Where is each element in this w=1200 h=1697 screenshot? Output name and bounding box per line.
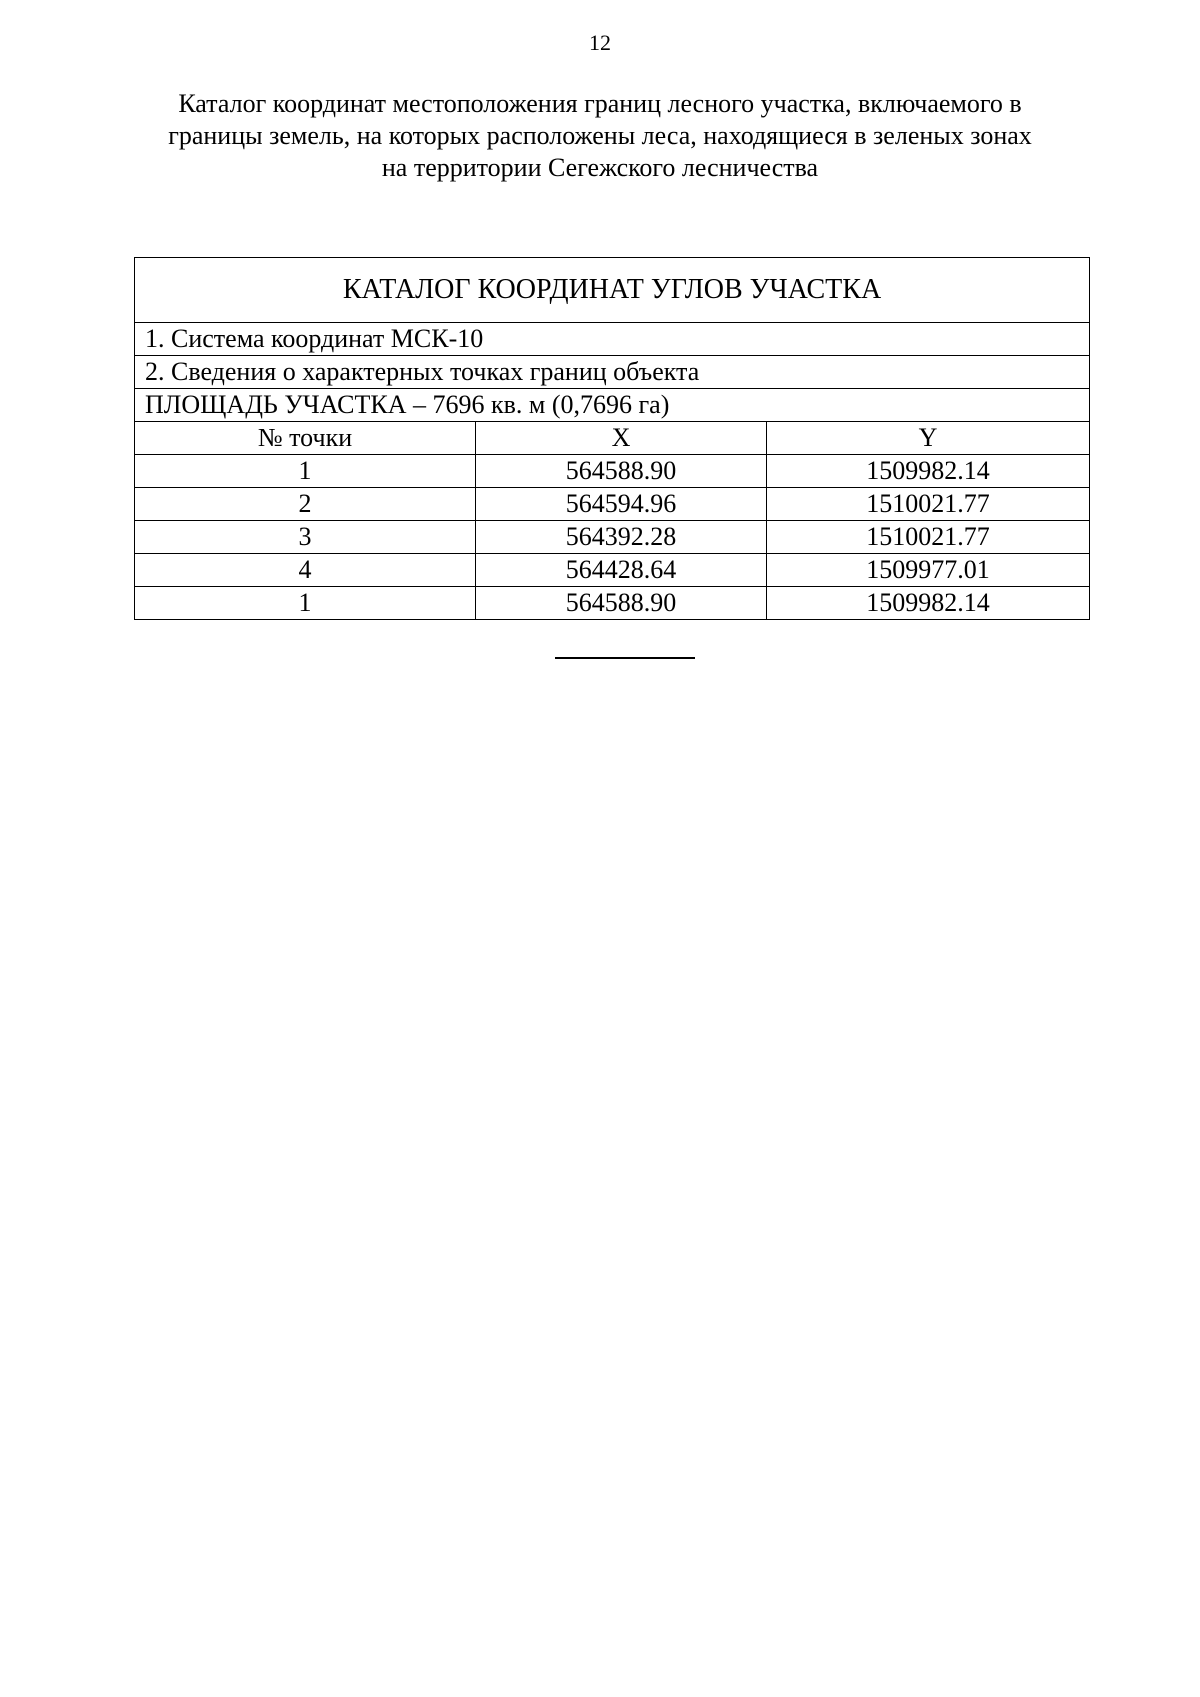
heading-line: на территории Сегежского лесничества xyxy=(381,153,819,182)
column-header-point: № точки xyxy=(135,422,476,455)
point-number: 1 xyxy=(135,587,476,620)
table-row xyxy=(135,587,1090,620)
table-info-row xyxy=(135,356,1090,389)
point-number: 4 xyxy=(135,554,476,587)
y-coordinate: 1509982.14 xyxy=(767,587,1090,620)
y-coordinate: 1509982.14 xyxy=(767,455,1090,488)
table-info-row xyxy=(135,389,1090,422)
points-info: 2. Сведения о характерных точках границ объекта xyxy=(135,356,1090,389)
heading-line: Каталог координат местоположения границ лесного участка, включаемого в xyxy=(178,89,1022,118)
point-number: 1 xyxy=(135,455,476,488)
point-number: 3 xyxy=(135,521,476,554)
x-coordinate: 564594.96 xyxy=(476,488,767,521)
table-row xyxy=(135,488,1090,521)
table-row xyxy=(135,554,1090,587)
column-header-x: X xyxy=(476,422,767,455)
table-title-row xyxy=(135,258,1090,323)
heading-line: границы земель, на которых расположены леса, находящиеся в зеленых зонах xyxy=(168,121,1032,150)
page-number: 12 xyxy=(589,30,611,55)
document-heading xyxy=(140,88,1060,184)
x-coordinate: 564392.28 xyxy=(476,521,767,554)
end-separator-line xyxy=(555,657,695,659)
table-row xyxy=(135,455,1090,488)
table-header-row xyxy=(135,422,1090,455)
y-coordinate: 1509977.01 xyxy=(767,554,1090,587)
x-coordinate: 564588.90 xyxy=(476,587,767,620)
coordinates-table xyxy=(134,257,1090,620)
table-info-row xyxy=(135,323,1090,356)
column-header-y: Y xyxy=(767,422,1090,455)
point-number: 2 xyxy=(135,488,476,521)
coordinate-system: 1. Система координат МСК-10 xyxy=(135,323,1090,356)
table-title: КАТАЛОГ КООРДИНАТ УГЛОВ УЧАСТКА xyxy=(135,258,1090,323)
y-coordinate: 1510021.77 xyxy=(767,488,1090,521)
y-coordinate: 1510021.77 xyxy=(767,521,1090,554)
plot-area: ПЛОЩАДЬ УЧАСТКА – 7696 кв. м (0,7696 га) xyxy=(135,389,1090,422)
x-coordinate: 564428.64 xyxy=(476,554,767,587)
x-coordinate: 564588.90 xyxy=(476,455,767,488)
table-row xyxy=(135,521,1090,554)
